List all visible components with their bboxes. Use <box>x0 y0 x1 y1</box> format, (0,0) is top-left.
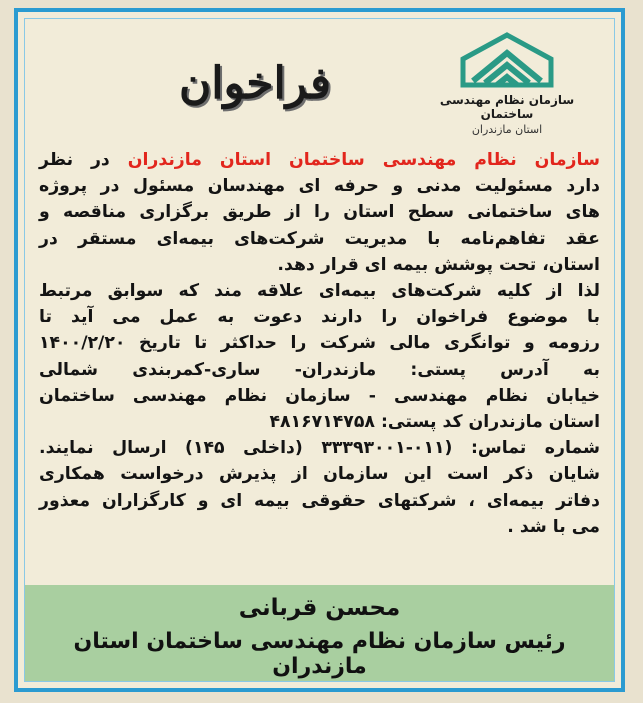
body-line: دارد مسئولیت مدنی و حرفه ای مهندسان مسئول در پروژه <box>39 176 600 197</box>
body-line <box>39 147 600 173</box>
logo-province: استان مازندران <box>471 123 543 136</box>
highlight-org-name: سازمان نظام مهندسی ساختمان استان مازندران <box>127 150 600 170</box>
body-line: خیابان نظام مهندسی - سازمان نظام مهندسی ساختمان <box>39 385 600 406</box>
organization-logo <box>422 29 592 139</box>
body-line: عقد تفاهم‌نامه با مدیریت شرکت‌های بیمه‌ای مستقر در <box>39 228 600 249</box>
body-line: های ساختمانی سطح استان را از طریق برگزاری مناقصه و <box>39 202 600 223</box>
notice-body <box>39 147 600 540</box>
body-line: استان، تحت پوشش بیمه ای قرار دهد. <box>277 254 600 275</box>
body-line: شایان ذکر است این سازمان از پذیرش درخواست همکاری <box>39 464 600 485</box>
body-line: لذا از کلیه شرکت‌های بیمه‌ای علاقه مند که سوابق مرتبط <box>39 281 600 302</box>
house-roof-icon <box>459 29 555 91</box>
notice-header <box>25 19 614 149</box>
notice-frame <box>14 8 625 692</box>
body-line: استان مازندران کد پستی: ۴۸۱۶۷۱۴۷۵۸ <box>269 412 600 433</box>
body-line: به آدرس پستی: مازندران- ساری-کمربندی شمالی <box>39 359 600 380</box>
body-line: رزومه و توانگری مالی شرکت را حداکثر تا تاریخ ۱۴۰۰/۲/۲۰ <box>39 333 600 354</box>
body-line: می با شد . <box>507 516 600 537</box>
body-text: در نظر <box>39 150 128 170</box>
notice-inner-border <box>24 18 615 682</box>
notice-title: فراخوان <box>178 58 331 109</box>
logo-org-name: سازمان نظام مهندسی ساختمان <box>439 93 575 121</box>
signatory-position: رئیس سازمان نظام مهندسی ساختمان استان مازندران <box>73 629 566 679</box>
body-line: شماره تماس: (۰۱۱-۳۳۳۹۳۰۰۱ (داخلی ۱۴۵) ارسال نمایند. <box>39 438 601 459</box>
signatory-name: محسن قربانی <box>238 595 401 621</box>
body-line: با موضوع فراخوان را دارند دعوت به عمل می آید تا <box>39 307 600 328</box>
body-line: دفاتر بیمه‌ای ، شرکتهای حقوقی بیمه ای و کارگزاران معذور <box>39 490 600 511</box>
signature-block <box>25 585 614 681</box>
